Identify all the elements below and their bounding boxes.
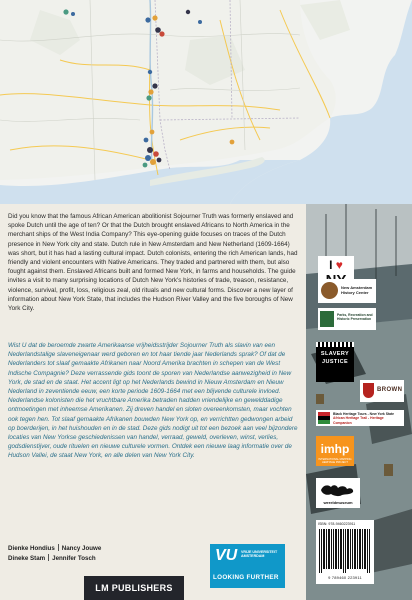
brown-university-logo	[360, 380, 404, 402]
imhp-logo	[316, 436, 354, 466]
vu-mark: VU	[215, 547, 238, 564]
i-love-ny-i: I	[329, 258, 333, 272]
isbn-barcode	[316, 520, 374, 584]
isbn-label: ISBN: 978-9460223911	[318, 522, 356, 526]
author-separator	[58, 544, 59, 551]
author-name: Nancy Jouwe	[61, 545, 102, 552]
wereldmuseum-logo	[316, 478, 360, 508]
parks-recreation-logo	[318, 308, 376, 330]
black-heritage-line-2: African Heritage Trail - Heritage Companion	[333, 416, 384, 425]
wereldmuseum-name: wereldmuseum	[323, 500, 353, 505]
vu-tagline: LOOKING FURTHER	[213, 574, 279, 581]
imhp-name: imhp	[320, 442, 350, 456]
slavery-line: SLAVERY	[320, 351, 350, 357]
authors	[8, 544, 198, 564]
justice-line: JUSTICE	[321, 359, 349, 365]
author-name: Jennifer Tosch	[52, 555, 96, 562]
black-heritage-line-1: Black Heritage Tours - New York State	[333, 412, 395, 416]
parks-name: Parks, Recreation and Historic Preservation	[337, 313, 373, 322]
slavery-justice-stripes	[316, 342, 354, 347]
imhp-subtitle: INTERNATIONAL MAPPING HERITAGE PROJECT	[318, 458, 352, 464]
black-heritage-text	[333, 412, 403, 425]
author-name: Dineke Stam	[8, 555, 46, 562]
shield-icon	[363, 383, 374, 398]
description-dutch: Wist U dat de beroemde zwarte Amerikaanse vrijheidsstrijder Sojourner Truth als slavin van een Nederlandstalige slaveneigenaar werd geboren en tot haar tiende jaar Nederlands sprak? Of dat de Nederlanders tot slaaf gemaakte Afrikanen naar Noord Amerika brachten in schepen van de West Indische Compagnie? Deze verrassende gids toont de sporen van Nederlandse aanwezigheid in New York, de stad en de staat. Het accent ligt op het Nederlands bewind in Nieuw Amsterdam en Nieuw Nederland in zeventiende eeuw, een korte periode 1609-1664 met een blijvende culturele invloed. Nederlandse kolonisten die het vruchtbare Amerika betraden hadden vriendelijke en gewelddadige ontmoetingen met inheemse Amerikanen. Zij dreven handel en sloten overeenkomsten, maar vochten ook tegen hen. Tot slaaf gemaakte Afrikanen bouwden New York op, en verrichtten gedwongen arbeid op boerderijen, in het huishouden en in de stad. Deze gids nodigt uit tot een bezoek aan veel bijzondere locaties van New Yorkse geschiedenissen van handel, verraad, geweld, overleven, winst, verlies, godsdienstijver, oude rituelen en nieuwe culturele vormen. Ontdek een nieuwe laag informatie over de Hudson Vallei, de staat New York, en alle delen van New York City.	[8, 342, 298, 460]
author-separator	[48, 554, 49, 561]
publisher-logo: LM PUBLISHERS	[84, 576, 184, 600]
map-image	[0, 0, 412, 204]
description-english: Did you know that the famous African American abolitionist Sojourner Truth was formerly enslaved and spoke Dutch until the age of ten? Or that the Dutch brought enslaved Africans to North America in the merchant ships of the West India Company? This eye-opening guide focuses on traces of the Dutch presence in New York city and state. Dutch rule in New Amsterdam and New Netherland (1609-1664) was short, but it has had a lasting cultural impact. Dutch colonists, entering the rich American lands, had friendly and violent encounters with Native Americans. They traded and partnered with them, but also fought against them. Enslaved Africans built and formed New York, in farms and households. The guide invites a visit to many surprising locations of Dutch New York's histories of trade, treason, resistance, violence, survival, profit, loss, religious zeal, old rituals and new cultural forms. Discover a new layer of information about New York State, that includes the Hudson River Valley and the five boroughs of New York City.	[8, 213, 298, 313]
slavery-justice-logo	[316, 342, 354, 382]
nahc-name: New Amsterdam History Center	[341, 285, 373, 295]
parks-badge-icon	[320, 311, 334, 327]
back-cover-text-column	[0, 204, 306, 600]
seal-icon	[321, 282, 338, 299]
new-amsterdam-history-center-logo	[318, 279, 376, 303]
barcode-icon	[319, 529, 371, 573]
isbn-number: 9 789460 223911	[328, 575, 362, 580]
brown-name: BROWN	[377, 387, 403, 393]
heart-icon: ♥	[335, 258, 343, 272]
world-map-icon	[319, 482, 355, 498]
flag-icon	[318, 412, 330, 424]
map-svg	[0, 0, 412, 204]
vu-logo	[210, 544, 285, 588]
vu-university-name: VRIJE UNIVERSITEIT AMSTERDAM	[241, 550, 278, 559]
author-name: Dienke Hondius	[8, 545, 55, 552]
black-heritage-tours-logo	[316, 410, 404, 426]
